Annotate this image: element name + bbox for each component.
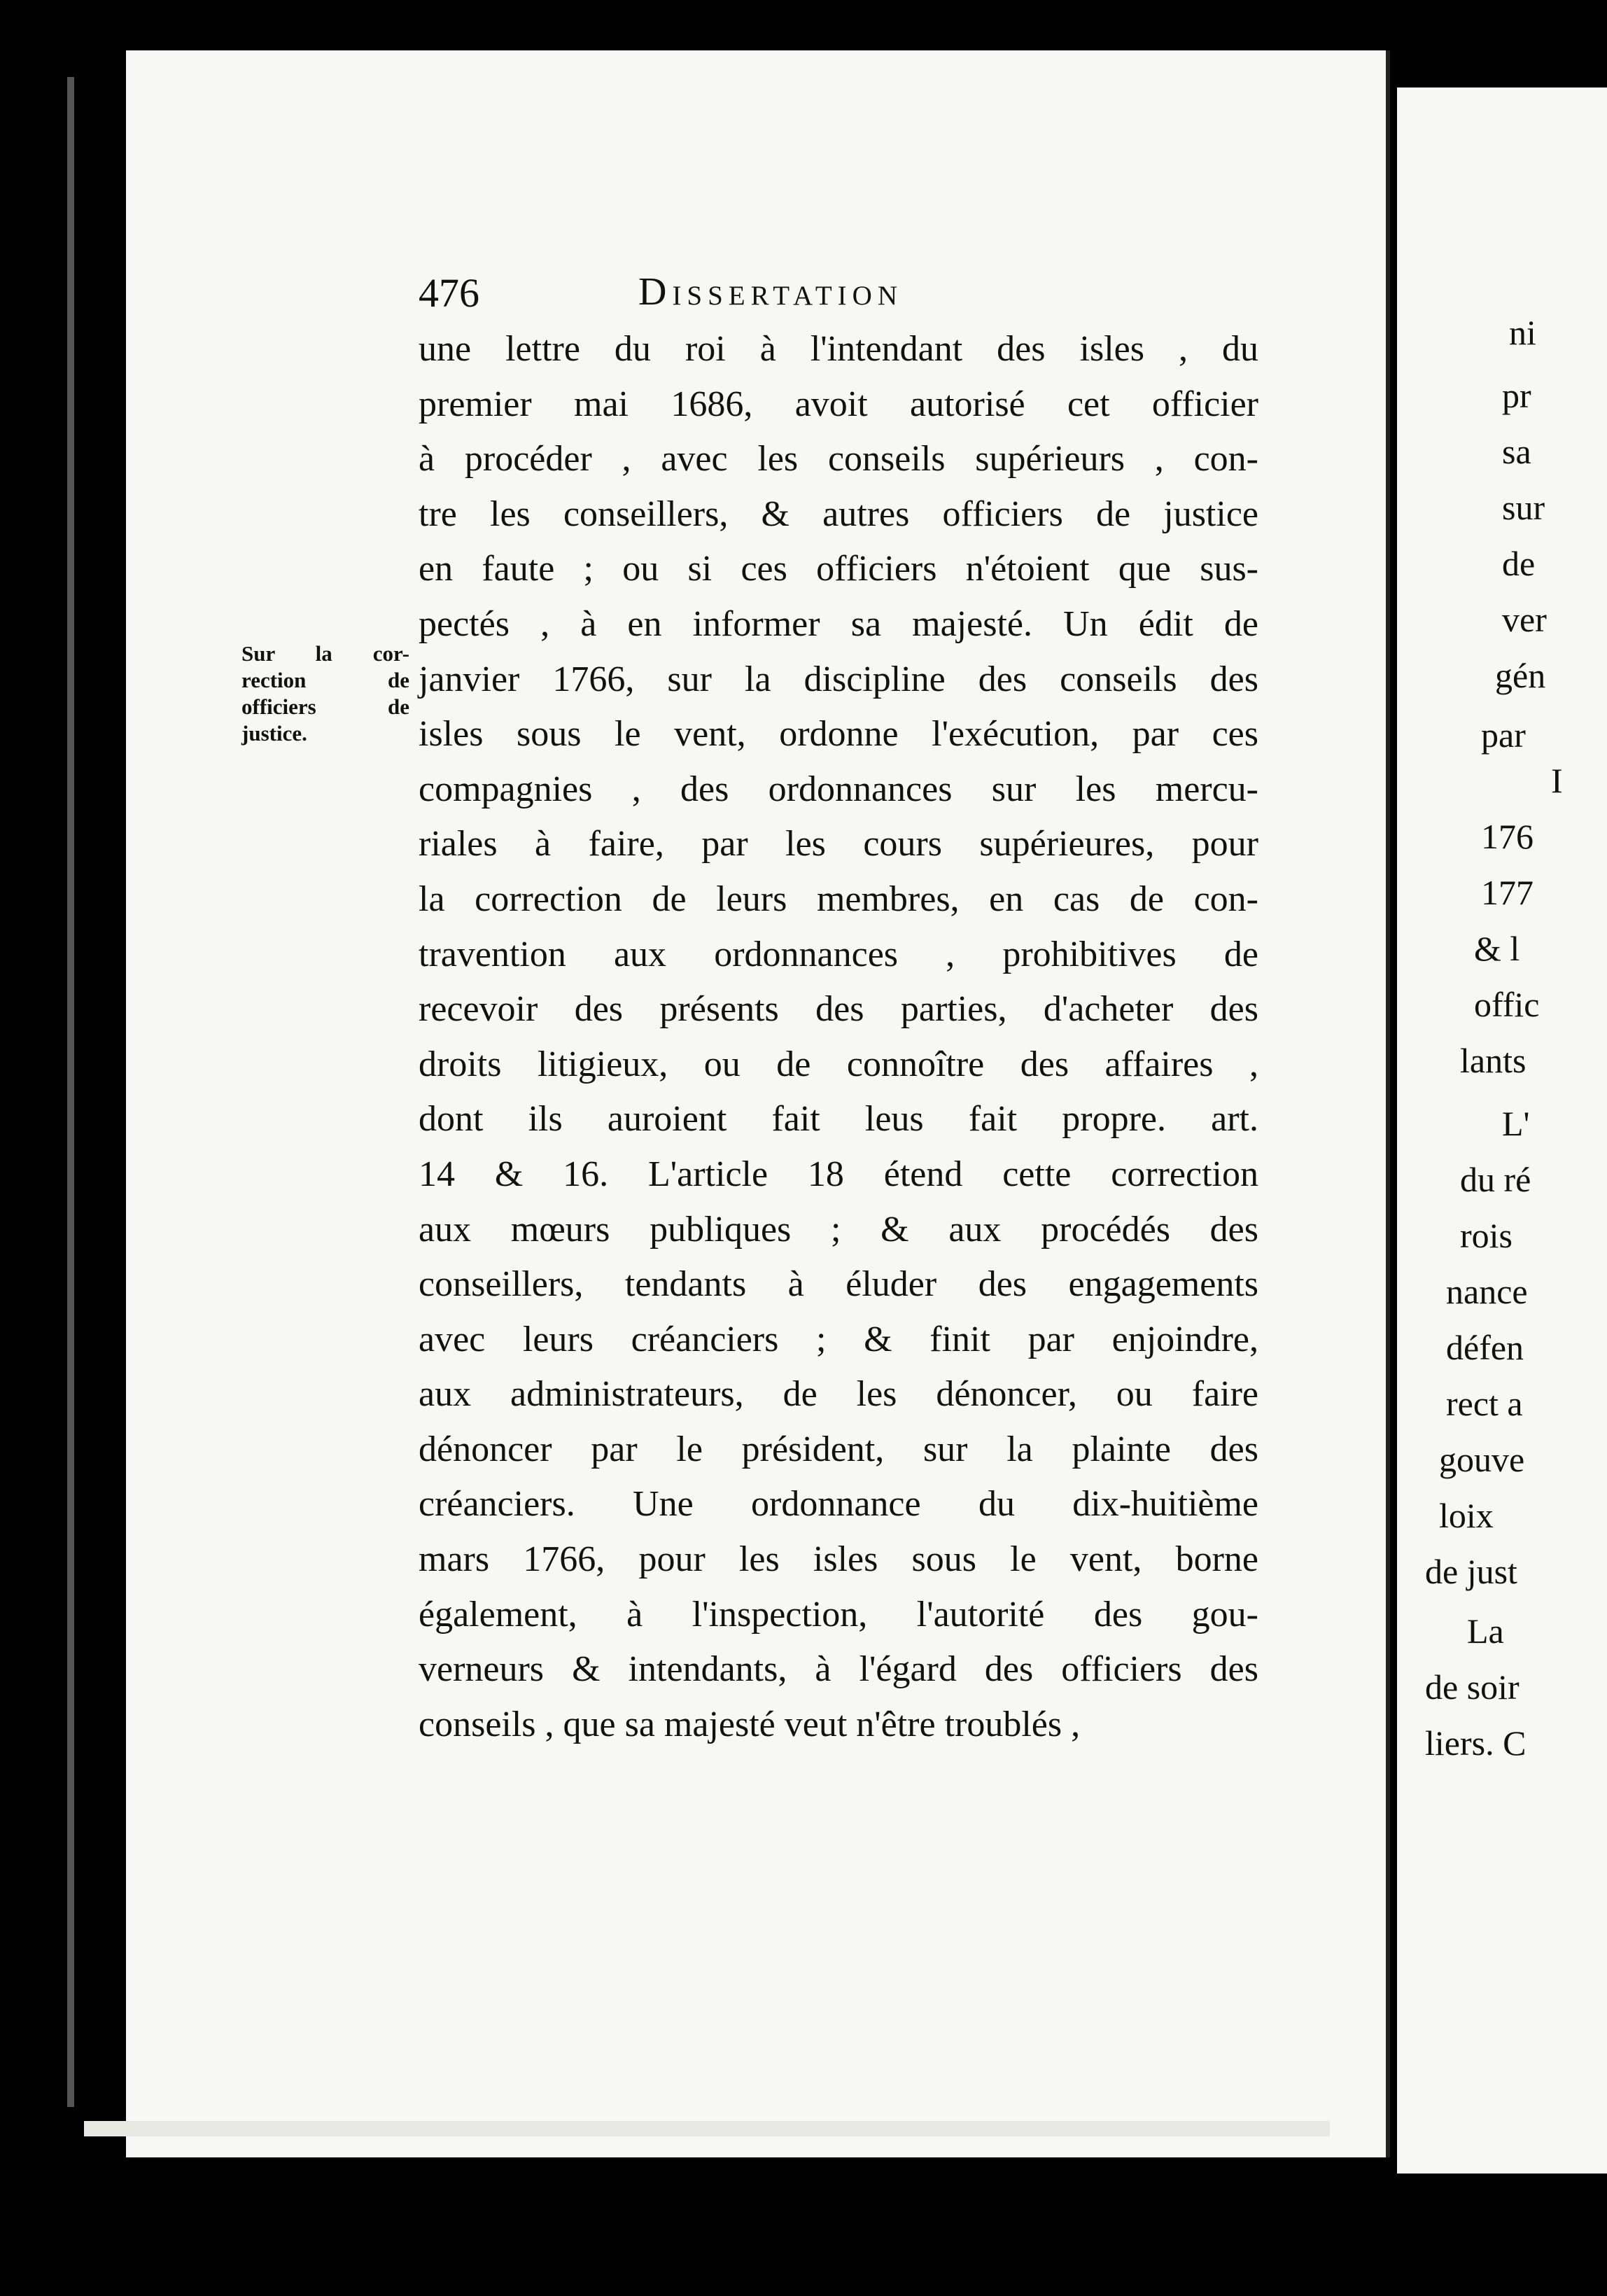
text-line: droits litigieux, ou de connoître des affaires ,: [419, 1044, 1258, 1084]
margin-note-line: justice.: [241, 721, 307, 746]
margin-note-line: Sur la cor-: [241, 641, 409, 666]
left-page-edge: [67, 77, 74, 2107]
text-line: recevoir des présents des parties, d'acheter des: [419, 989, 1258, 1030]
facing-page-line: offic: [1474, 985, 1540, 1024]
facing-page-line: loix: [1439, 1496, 1494, 1535]
text-line: la correction de leurs membres, en cas de con-: [419, 878, 1258, 919]
text-line: conseillers, tendants à éluder des engagements: [419, 1264, 1258, 1305]
facing-page-line: nance: [1446, 1272, 1528, 1311]
text-line: isles sous le vent, ordonne l'exécution, par ces: [419, 714, 1258, 755]
margin-note-line: officiers de: [241, 694, 409, 719]
text-line: également, à l'inspection, l'autorité des gou-: [419, 1594, 1258, 1634]
facing-page-line: ver: [1502, 600, 1547, 639]
body-text: [419, 322, 1258, 1752]
running-title: Dissertation: [638, 270, 903, 314]
text-line: avec leurs créanciers ; & finit par enjoindre,: [419, 1319, 1258, 1359]
facing-page-line: par: [1481, 715, 1526, 755]
text-line: riales à faire, par les cours supérieures, pour: [419, 824, 1258, 864]
facing-page-line: lants: [1460, 1041, 1527, 1080]
text-line: une lettre du roi à l'intendant des isles , du: [419, 329, 1258, 369]
text-line: dont ils auroient fait leus fait propre. art.: [419, 1099, 1258, 1140]
margin-note-line: rection de: [241, 668, 409, 692]
text-line: premier mai 1686, avoit autorisé cet officier: [419, 384, 1258, 424]
facing-page-line: L': [1502, 1104, 1530, 1143]
text-line: dénoncer par le président, sur la plainte des: [419, 1429, 1258, 1469]
facing-page-line: pr: [1502, 376, 1531, 415]
facing-page-line: ni: [1509, 313, 1536, 352]
text-line: travention aux ordonnances , prohibitives de: [419, 934, 1258, 974]
page-number: 476: [419, 270, 479, 316]
text-line: janvier 1766, sur la discipline des conseils des: [419, 659, 1258, 699]
text-line: compagnies , des ordonnances sur les mercu-: [419, 769, 1258, 809]
text-line: aux administrateurs, de les dénoncer, ou faire: [419, 1374, 1258, 1415]
facing-page-line: de: [1502, 544, 1536, 583]
facing-page-line: rois: [1460, 1216, 1513, 1255]
facing-page-line: 176: [1481, 817, 1534, 856]
facing-page-line: sa: [1502, 432, 1531, 471]
facing-page-line: de just: [1425, 1552, 1517, 1591]
facing-page-line: gén: [1495, 656, 1546, 695]
facing-page-line: de soir: [1425, 1667, 1520, 1707]
facing-page-line: & l: [1474, 929, 1520, 968]
text-line: créanciers. Une ordonnance du dix-huitième: [419, 1484, 1258, 1525]
facing-page-line: défen: [1446, 1328, 1524, 1367]
facing-page-line: rect a: [1446, 1384, 1523, 1423]
text-line: mars 1766, pour les isles sous le vent, borne: [419, 1539, 1258, 1580]
facing-page-line: gouve: [1439, 1440, 1525, 1479]
facing-page-line: liers. C: [1425, 1723, 1527, 1763]
text-line: pectés , à en informer sa majesté. Un édit de: [419, 603, 1258, 644]
facing-page-line: sur: [1502, 488, 1545, 527]
text-line: aux mœurs publiques ; & aux procédés des: [419, 1209, 1258, 1250]
text-line: à procéder , avec les conseils supérieurs , con-: [419, 439, 1258, 479]
text-line: conseils , que sa majesté veut n'être troublés ,: [419, 1704, 1081, 1744]
facing-page: [1397, 88, 1607, 2174]
facing-page-line: I: [1551, 761, 1563, 800]
facing-page-line: 177: [1481, 873, 1534, 912]
margin-note: [241, 640, 409, 747]
text-line: verneurs & intendants, à l'égard des officiers des: [419, 1649, 1258, 1690]
facing-page-line: La: [1467, 1611, 1504, 1651]
text-line: 14 & 16. L'article 18 étend cette correction: [419, 1154, 1258, 1194]
page-bottom-edge: [84, 2121, 1330, 2136]
text-line: en faute ; ou si ces officiers n'étoient que sus-: [419, 549, 1258, 589]
text-line: tre les conseillers, & autres officiers de justice: [419, 493, 1258, 534]
facing-page-line: du ré: [1460, 1160, 1531, 1199]
page-header: [419, 270, 1258, 318]
